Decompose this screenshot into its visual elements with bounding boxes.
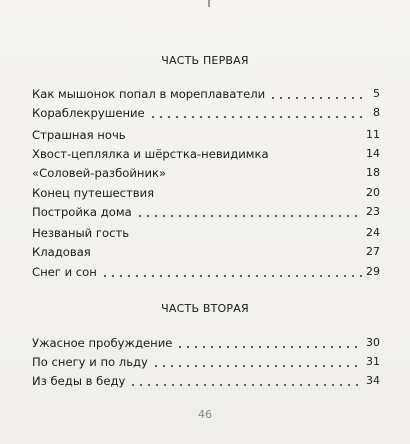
toc-entry-page: 5 [373,87,380,100]
toc-entry [32,335,380,351]
toc-entry-title: Из беды в беду [32,374,126,388]
toc-entry-page: 24 [366,226,380,239]
toc-entry [32,354,380,370]
toc-entry [32,204,380,220]
toc-entry-title: Как мышонок попал в мореплаватели [32,87,266,101]
toc-entry-page: 23 [366,205,380,218]
toc-entry-page: 27 [366,245,380,258]
toc-entry-page: 31 [366,355,380,368]
toc-entry-title: Ужасное пробуждение [32,336,173,350]
toc-entry [32,86,380,102]
toc-entry [32,244,380,260]
toc-entry [32,373,380,389]
toc-entry-title: Хвост-цеплялка и шёрстка-невидимка [32,147,269,161]
dot-leader [152,365,362,367]
toc-entry-title: Снег и сон [32,265,97,279]
toc-entry [32,105,380,121]
toc-entry [32,225,380,241]
toc-entry [32,264,380,280]
page-number: 46 [198,408,212,421]
toc-entry-title: Страшная ночь [32,128,126,142]
part-two-title: ЧАСТЬ ВТОРАЯ [161,302,249,315]
toc-entry-page: 34 [366,374,380,387]
toc-entry-page: 11 [366,128,380,141]
toc-entry [32,165,380,181]
part-one-title: ЧАСТЬ ПЕРВАЯ [161,54,249,67]
toc-entry-title: Постройка дома [32,205,132,219]
toc-entry-title: Конец путешествия [32,186,155,200]
toc-entry [32,185,380,201]
toc-entry-page: 14 [366,147,380,160]
toc-entry-page: 20 [366,186,380,199]
toc-entry-title: Незваный гость [32,226,130,240]
toc-entry [32,146,380,162]
toc-entry-title: Кораблекрушение [32,106,145,120]
toc-entry-page: 29 [366,265,380,278]
toc-entry-title: По снегу и по льду [32,355,148,369]
dot-leader [269,97,364,99]
dot-leader [176,346,362,348]
page-edge-mark [208,0,210,7]
dot-leader [129,384,362,386]
toc-entry-page: 18 [366,166,380,179]
toc-entry-page: 30 [366,336,380,349]
toc-entry-title: Кладовая [32,245,91,259]
toc-entry-page: 8 [373,106,380,119]
dot-leader [149,116,364,118]
dot-leader [136,215,362,217]
dot-leader [101,275,362,277]
toc-entry-title: «Соловей-разбойник» [32,166,167,180]
toc-entry [32,127,380,143]
